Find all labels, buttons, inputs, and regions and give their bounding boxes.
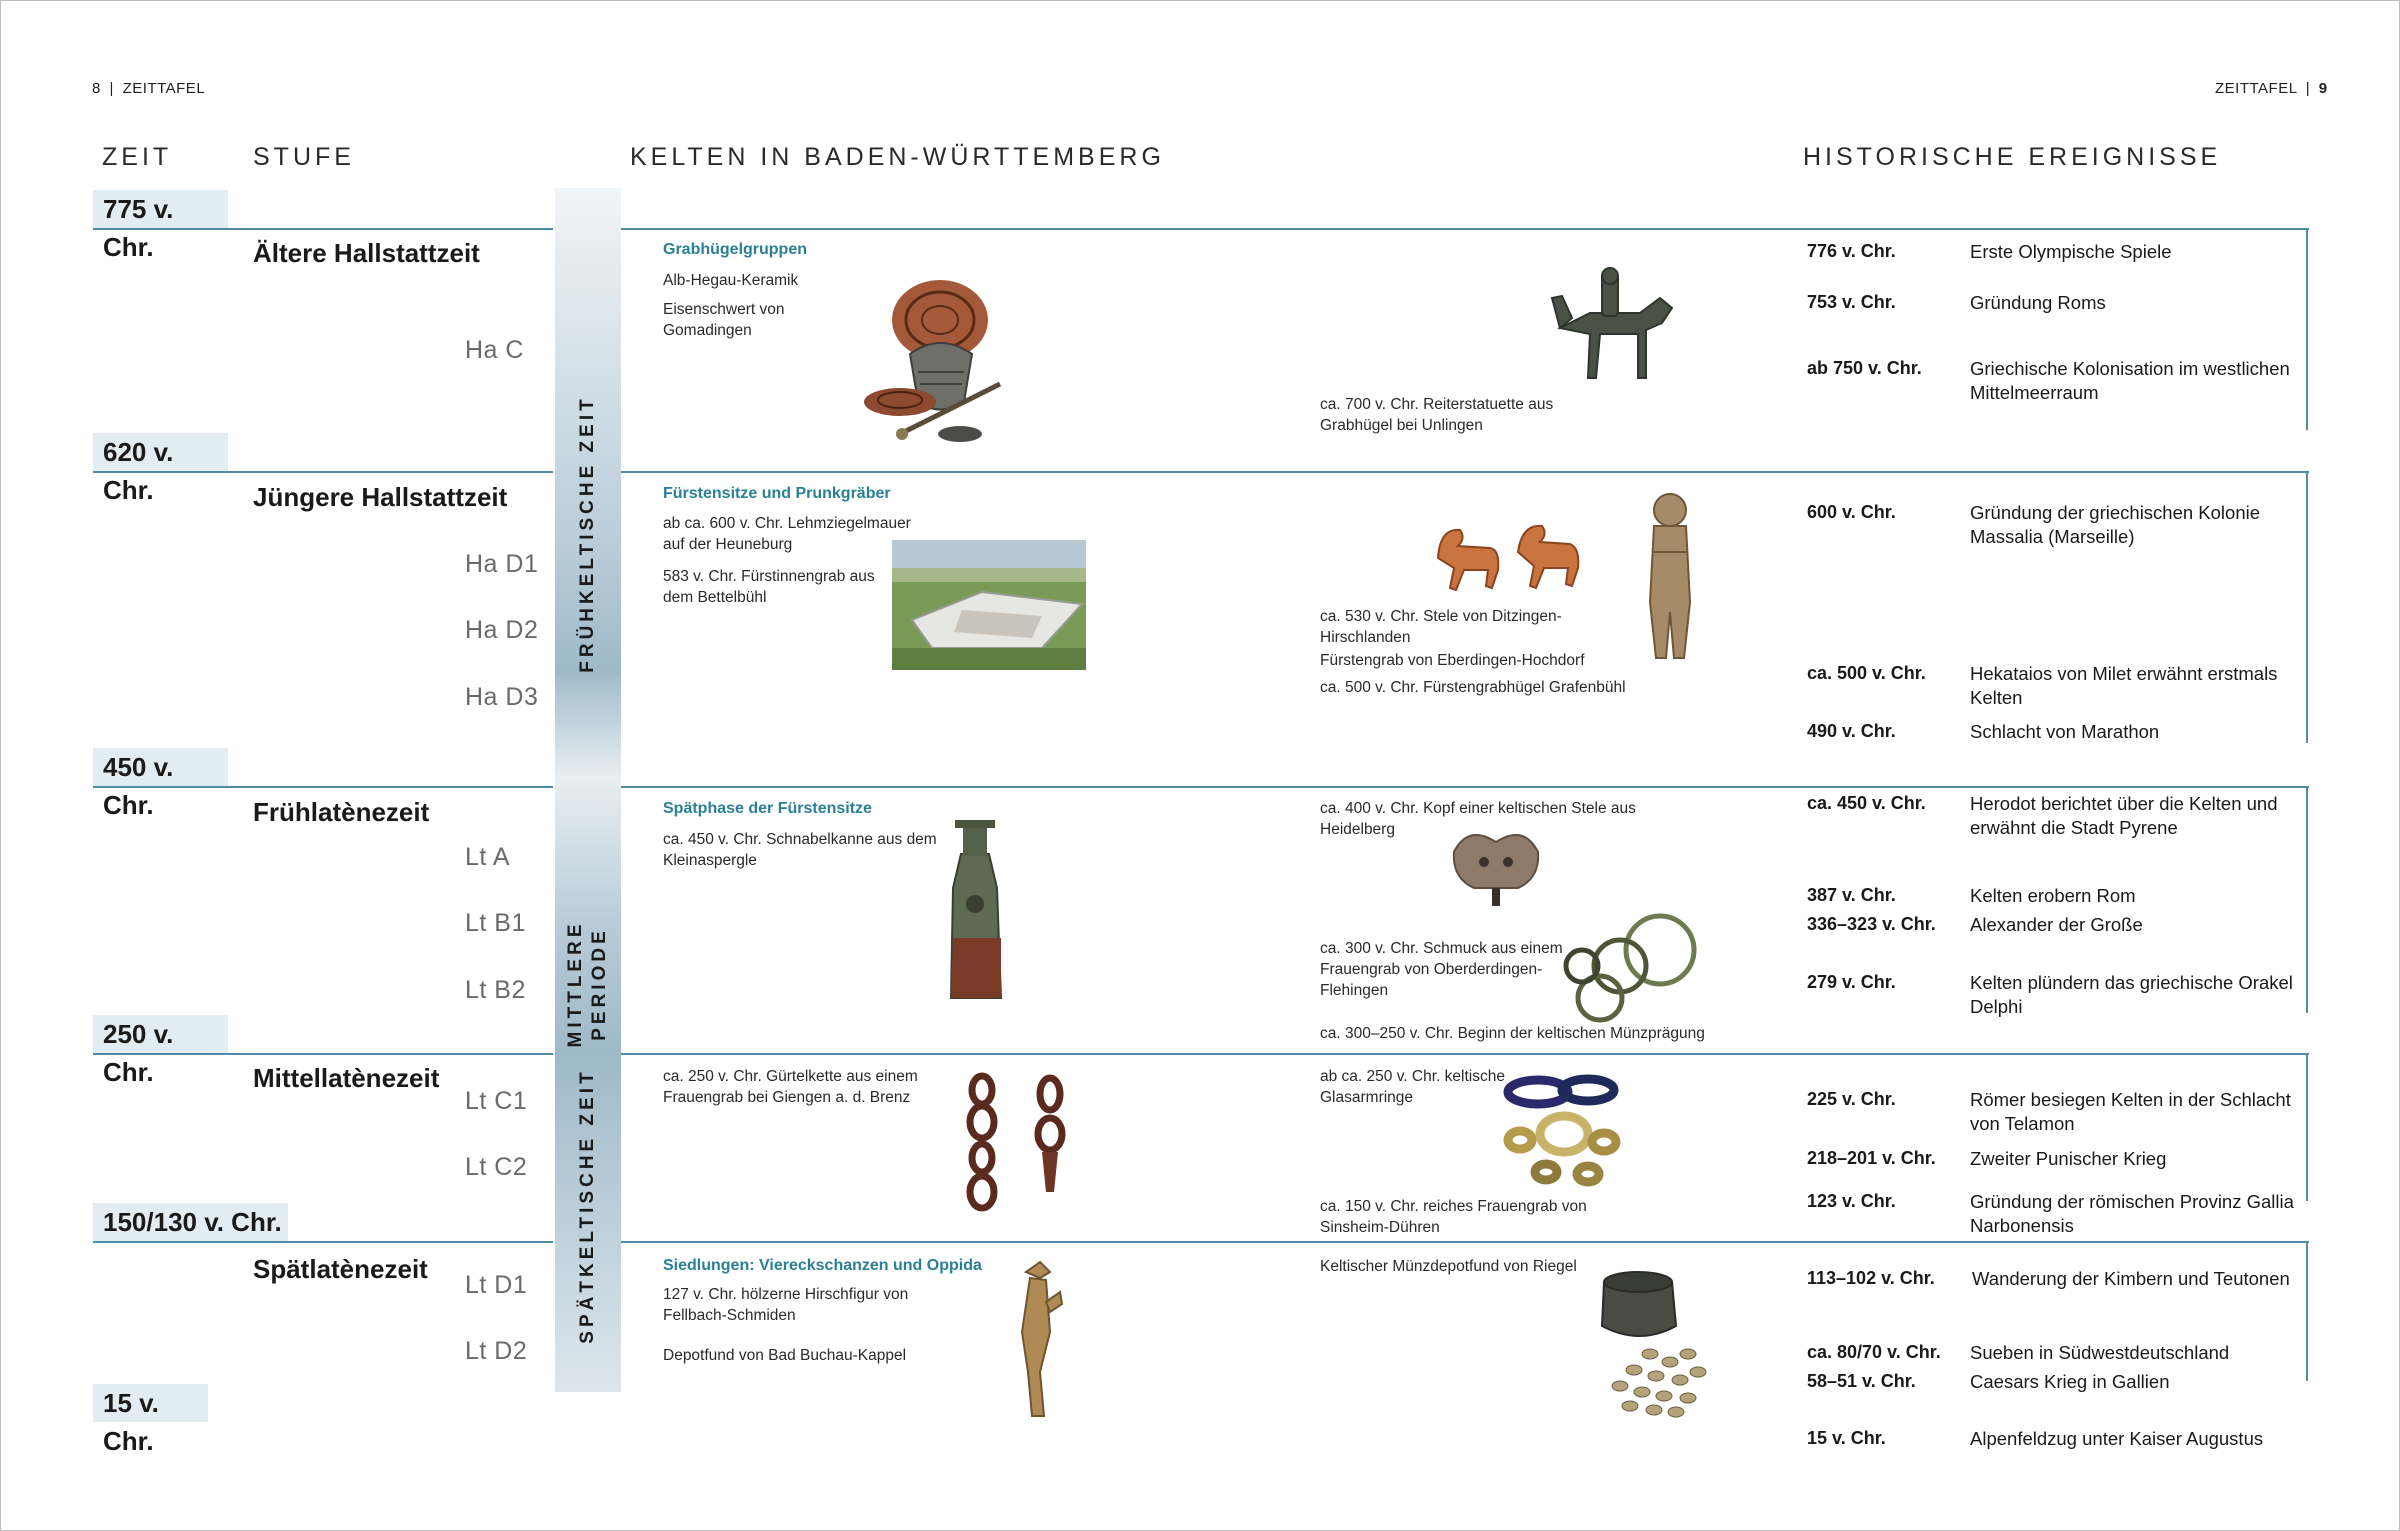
- row-divider: [621, 1053, 2309, 1055]
- wooden-stag-image: [1010, 1262, 1066, 1422]
- kelten-note: ab ca. 250 v. Chr. keltische Glasarmringe: [1320, 1068, 1505, 1106]
- event-date: ca. 80/70 v. Chr.: [1807, 1342, 1941, 1362]
- event-date: ca. 450 v. Chr.: [1807, 793, 1926, 813]
- event-text: Sueben in Südwestdeutschland: [1970, 1342, 2230, 1363]
- event-text: Gründung der griechischen Kolonie Massalia (Marseille): [1970, 502, 2261, 547]
- page-number-left: 8: [92, 80, 101, 97]
- row-end-rule: [2306, 786, 2308, 1013]
- event-date: 387 v. Chr.: [1807, 885, 1896, 905]
- kelten-note: ca. 300 v. Chr. Schmuck aus einem Frauengrab von Oberderdingen-Flehingen: [1320, 940, 1563, 999]
- stage-name: Mittellatènezeit: [253, 1063, 440, 1093]
- substage: Lt A: [465, 843, 511, 871]
- substage: Lt C2: [465, 1153, 528, 1181]
- event-text: Zweiter Punischer Krieg: [1970, 1148, 2167, 1169]
- event-date: 123 v. Chr.: [1807, 1191, 1896, 1211]
- date-marker: 15 v. Chr.: [93, 1384, 208, 1422]
- event-text: Gründung der römischen Provinz Gallia Narbonensis: [1970, 1191, 2294, 1236]
- event-date: 113–102 v. Chr.: [1807, 1268, 1935, 1288]
- date-marker: 250 v. Chr.: [93, 1015, 228, 1053]
- event-date: 336–323 v. Chr.: [1807, 914, 1936, 934]
- date-marker: 775 v. Chr.: [93, 190, 228, 228]
- right-folio: ZEITTAFEL | 9: [2215, 80, 2328, 97]
- row-divider: [93, 786, 553, 788]
- period-label-mittlere-line2: PERIODE: [589, 927, 610, 1041]
- substage: Lt C1: [465, 1087, 528, 1115]
- row-divider: [621, 228, 2309, 230]
- event-text: Griechische Kolonisation im westlichen Mittelmeerraum: [1970, 358, 2290, 403]
- row-end-rule: [2306, 228, 2308, 430]
- event-date: 600 v. Chr.: [1807, 502, 1896, 522]
- stage-name: Spätlatènezeit: [253, 1254, 428, 1284]
- event-date: 58–51 v. Chr.: [1807, 1371, 1916, 1391]
- belt-chain-image: [962, 1072, 1072, 1228]
- substage: Lt D1: [465, 1271, 528, 1299]
- period-label-mittlere-line1: MITTLERE: [565, 920, 586, 1048]
- substage: Ha D1: [465, 550, 539, 578]
- running-title-left: ZEITTAFEL: [122, 80, 206, 97]
- kelten-note: ca. 450 v. Chr. Schnabelkanne aus dem Kleinaspergle: [663, 831, 937, 869]
- event-date: 776 v. Chr.: [1807, 241, 1896, 261]
- substage: Ha D3: [465, 683, 539, 711]
- period-label-mittlere: [564, 884, 612, 1084]
- event-date: 15 v. Chr.: [1807, 1428, 1886, 1448]
- running-title-right: ZEITTAFEL: [2215, 80, 2298, 97]
- kelten-section-title: Spätphase der Fürstensitze: [663, 800, 872, 817]
- row-divider: [93, 228, 553, 230]
- stage-name: Frühlatènezeit: [253, 797, 430, 827]
- event-text: Schlacht von Marathon: [1970, 721, 2160, 742]
- event-date: 490 v. Chr.: [1807, 721, 1896, 741]
- kelten-note: ca. 500 v. Chr. Fürstengrabhügel Grafenbühl: [1320, 679, 1626, 696]
- stage-name: Jüngere Hallstattzeit: [253, 482, 508, 512]
- stele-head-image: [1448, 822, 1544, 908]
- event-text: Kelten erobern Rom: [1970, 885, 2136, 906]
- event-date: 218–201 v. Chr.: [1807, 1148, 1936, 1168]
- substage: Lt B1: [465, 909, 526, 937]
- date-marker: 150/130 v. Chr.: [93, 1203, 288, 1241]
- kelten-section-title: Grabhügelgruppen: [663, 241, 807, 258]
- row-divider: [621, 1241, 2309, 1243]
- kelten-note: ca. 530 v. Chr. Stele von Ditzingen-Hirschlanden: [1320, 608, 1562, 646]
- substage: Lt D2: [465, 1337, 528, 1365]
- kelten-note: Fürstengrab von Eberdingen-Hochdorf: [1320, 652, 1585, 669]
- ceramics-image: [860, 262, 1020, 452]
- event-text: Wanderung der Kimbern und Teutonen: [1972, 1268, 2290, 1289]
- row-end-rule: [2306, 1053, 2308, 1201]
- period-label-fruhkeltisch: FRÜHKELTISCHE ZEIT: [577, 395, 598, 673]
- kelten-note: Keltischer Münzdepotfund von Riegel: [1320, 1258, 1577, 1275]
- event-text: Römer besiegen Kelten in der Schlacht von Telamon: [1970, 1089, 2291, 1134]
- coin-hoard-image: [1590, 1266, 1710, 1416]
- glass-armrings-image: [1500, 1064, 1620, 1190]
- event-text: Erste Olympische Spiele: [1970, 241, 2172, 262]
- event-text: Gründung Roms: [1970, 292, 2106, 313]
- event-date: ab 750 v. Chr.: [1807, 358, 1922, 378]
- event-text: Kelten plündern das griechische Orakel Delphi: [1970, 972, 2293, 1017]
- substage: Lt B2: [465, 976, 526, 1004]
- substage: Ha D2: [465, 616, 539, 644]
- event-date: ca. 500 v. Chr.: [1807, 663, 1926, 683]
- kelten-note: ca. 300–250 v. Chr. Beginn der keltischen Münzprägung: [1320, 1025, 1705, 1042]
- row-divider: [621, 471, 2309, 473]
- kelten-note: Alb-Hegau-Keramik: [663, 272, 799, 289]
- date-marker: 620 v. Chr.: [93, 433, 228, 471]
- kelten-note: Eisenschwert von Gomadingen: [663, 301, 785, 339]
- event-date: 753 v. Chr.: [1807, 292, 1896, 312]
- event-text: Hekataios von Milet erwähnt erstmals Kelten: [1970, 663, 2278, 708]
- kelten-note: ab ca. 600 v. Chr. Lehmziegelmauer auf der Heuneburg: [663, 515, 911, 553]
- row-divider: [93, 1053, 553, 1055]
- row-end-rule: [2306, 471, 2308, 743]
- row-divider: [93, 1241, 553, 1243]
- beaked-flagon-image: [935, 818, 1015, 1008]
- event-text: Alpenfeldzug unter Kaiser Augustus: [1970, 1428, 2264, 1449]
- row-divider: [93, 471, 553, 473]
- column-head-zeit: ZEIT: [102, 143, 173, 171]
- event-text: Caesars Krieg in Gallien: [1970, 1371, 2170, 1392]
- row-end-rule: [2306, 1241, 2308, 1381]
- date-marker: 450 v. Chr.: [93, 748, 228, 786]
- rider-statuette-image: [1550, 268, 1690, 398]
- kelten-note: 127 v. Chr. hölzerne Hirschfigur von Fellbach-Schmiden: [663, 1286, 909, 1324]
- event-date: 279 v. Chr.: [1807, 972, 1896, 992]
- kelten-note: Depotfund von Bad Buchau-Kappel: [663, 1347, 907, 1364]
- jewelry-rings-image: [1560, 908, 1710, 1028]
- kelten-section-title: Siedlungen: Viereckschanzen und Oppida: [663, 1257, 982, 1274]
- kelten-note: 583 v. Chr. Fürstinnengrab aus dem Bettelbühl: [663, 568, 875, 606]
- horse-figures-image: [1430, 518, 1590, 608]
- left-folio: 8 | ZEITTAFEL: [92, 80, 206, 97]
- kelten-note: ca. 150 v. Chr. reiches Frauengrab von Sinsheim-Dühren: [1320, 1198, 1587, 1236]
- substage: Ha C: [465, 336, 524, 364]
- stage-name: Ältere Hallstattzeit: [253, 238, 480, 268]
- kelten-note: ca. 700 v. Chr. Reiterstatuette aus Grabhügel bei Unlingen: [1320, 396, 1554, 434]
- kelten-note: ca. 400 v. Chr. Kopf einer keltischen Stele aus Heidelberg: [1320, 800, 1636, 838]
- row-divider: [621, 786, 2309, 788]
- kelten-note: ca. 250 v. Chr. Gürtelkette aus einem Frauengrab bei Giengen a. d. Brenz: [663, 1068, 918, 1106]
- kelten-section-title: Fürstensitze und Prunkgräber: [663, 485, 891, 502]
- column-head-stufe: STUFE: [253, 143, 355, 171]
- page-number-right: 9: [2318, 80, 2328, 97]
- event-text: Herodot berichtet über die Kelten und erwähnt die Stadt Pyrene: [1970, 793, 2278, 838]
- column-head-ereignisse: HISTORISCHE EREIGNISSE: [1803, 143, 2222, 171]
- stele-image: [1640, 492, 1700, 672]
- column-head-kelten: KELTEN IN BADEN-WÜRTTEMBERG: [630, 143, 1165, 171]
- event-text: Alexander der Große: [1970, 914, 2143, 935]
- heuneburg-photo: [892, 540, 1086, 670]
- event-date: 225 v. Chr.: [1807, 1089, 1896, 1109]
- period-label-spatkeltisch: SPÄTKELTISCHE ZEIT: [577, 1068, 598, 1344]
